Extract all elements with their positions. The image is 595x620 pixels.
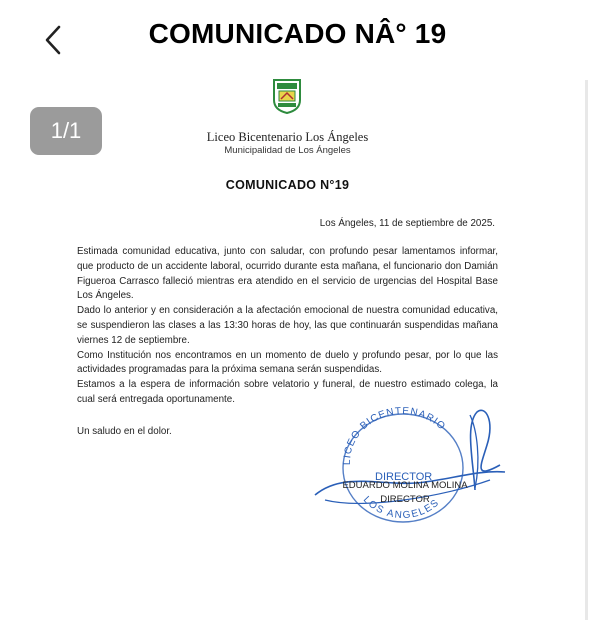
closing-line: Un saludo en el dolor. <box>77 426 172 437</box>
page-counter-badge: 1/1 <box>30 107 102 155</box>
body-paragraph: Estamos a la espera de información sobre velatorio y funeral, de nuestro estimado colega, la cual será entregada oportunamente. <box>77 379 498 405</box>
svg-text:LICEO BICENTENARIO: LICEO BICENTENARIO <box>341 405 448 466</box>
svg-text:LOS ANGELES: LOS ANGELES <box>360 494 442 522</box>
chevron-left-icon <box>43 24 63 56</box>
body-paragraph: Estimada comunidad educativa, junto con saludar, con profundo pesar lamentamos informar, que producto de un accidente laboral, ocurrido durante esta mañana, el funcionario don Damián Figueroa Carrasco falleció mientras era atendido en el servicio de urgencias del Hospital Base Los Ángeles. <box>77 246 498 302</box>
back-button[interactable] <box>36 22 70 58</box>
document-heading: COMUNICADO N°19 <box>225 178 350 192</box>
body-paragraph: Como Institución nos encontramos en un momento de duelo y profundo pesar, por lo que las actividades programadas para la próxima semana serán suspendidas. <box>77 349 498 376</box>
date-line: Los Ángeles, 11 de septiembre de 2025. <box>319 218 495 229</box>
municipality-name: Municipalidad de Los Ángeles <box>224 145 351 156</box>
top-bar <box>0 0 595 80</box>
scroll-edge <box>585 80 588 620</box>
document-page <box>0 70 595 540</box>
signer-role: DIRECTOR <box>380 494 430 505</box>
page-title: COMUNICADO NÂ° 19 <box>148 18 447 49</box>
school-name: Liceo Bicentenario Los Ángeles <box>206 130 369 144</box>
body-paragraph: Dado lo anterior y en consideración a la afectación emocional de nuestra comunidad educativa, se suspendieron las clases a las 13:30 horas de hoy, las que continuarán suspendidas mañana viernes 12 de septiembre. <box>77 305 498 346</box>
document-body <box>77 245 498 408</box>
svg-text:DIRECTOR: DIRECTOR <box>375 471 433 483</box>
signer-name: EDUARDO MOLINA MOLINA <box>342 480 468 491</box>
director-stamp-signature <box>305 400 515 530</box>
school-crest-icon <box>272 78 302 114</box>
